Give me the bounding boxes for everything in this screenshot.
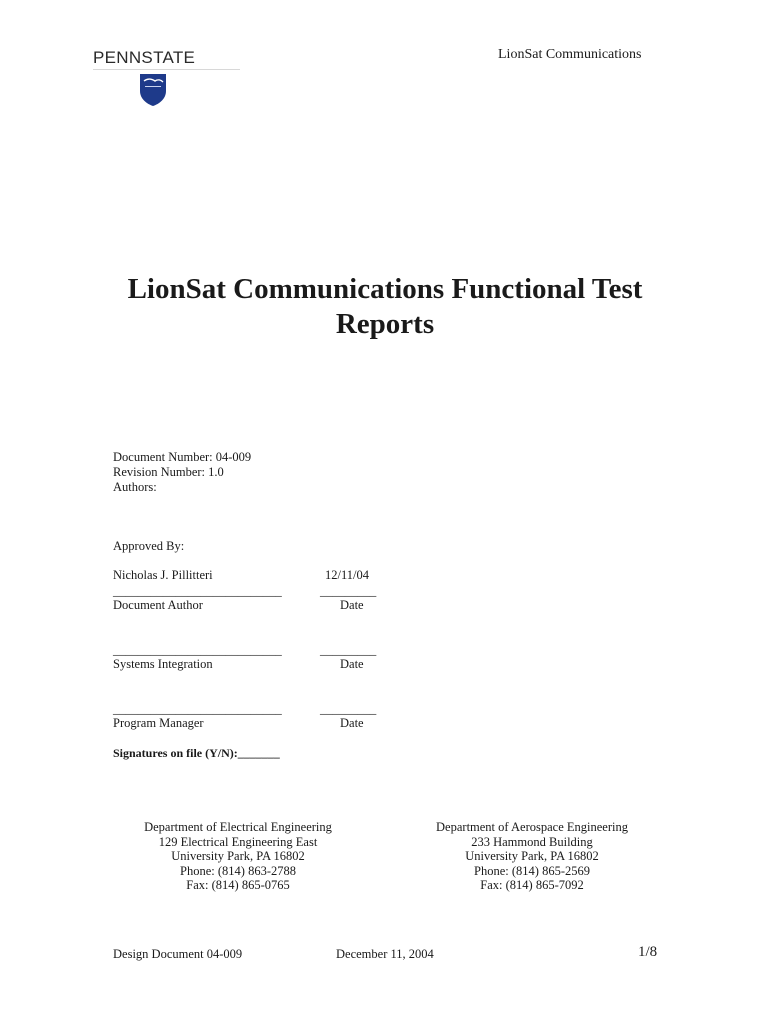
- logo-divider: [93, 69, 240, 70]
- approved-by-heading: Approved By:: [113, 539, 185, 553]
- footer-date: December 11, 2004: [336, 947, 434, 961]
- page-number: 1/8: [638, 944, 658, 960]
- signature-line: ___________________________: [113, 643, 282, 657]
- date-line: _________: [320, 643, 377, 657]
- address-line: 233 Hammond Building: [471, 834, 593, 849]
- address-line: 129 Electrical Engineering East: [158, 834, 318, 849]
- pennstate-logo-text: PENNSTATE: [93, 48, 196, 67]
- revision-number: Revision Number: 1.0: [113, 465, 224, 479]
- title-line: Reports: [335, 308, 435, 340]
- address-line: Phone: (814) 863-2788: [180, 863, 296, 878]
- authors-label: Authors:: [113, 480, 157, 494]
- address-line: Phone: (814) 865-2569: [474, 863, 590, 878]
- title-line: LionSat Communications Functional Test: [127, 273, 643, 305]
- signer-name: Nicholas J. Pillitteri: [113, 568, 213, 582]
- address-line: University Park, PA 16802: [171, 849, 305, 864]
- address-block-ae: [422, 820, 642, 893]
- address-line: Fax: (814) 865-7092: [480, 878, 584, 893]
- address-line: Department of Aerospace Engineering: [436, 820, 628, 834]
- footer-document-id: Design Document 04-009: [113, 947, 243, 961]
- header-title: LionSat Communications: [498, 47, 642, 62]
- address-line: Department of Electrical Engineering: [144, 820, 332, 834]
- date-line: _________: [320, 702, 377, 716]
- signature-line: ___________________________: [113, 584, 282, 598]
- date-label: Date: [340, 657, 364, 671]
- date-label: Date: [340, 598, 364, 612]
- role-label: Document Author: [113, 598, 203, 612]
- signatures-on-file: Signatures on file (Y/N):_______: [113, 746, 280, 760]
- address-line: Fax: (814) 865-0765: [186, 878, 290, 893]
- date-line: _________: [320, 584, 377, 598]
- penn-state-shield-icon: [139, 73, 167, 107]
- address-line: University Park, PA 16802: [465, 849, 599, 864]
- date-label: Date: [340, 716, 364, 730]
- address-block-ee: [128, 820, 348, 893]
- signature-line: ___________________________: [113, 702, 282, 716]
- role-label: Program Manager: [113, 716, 204, 730]
- signer-date: 12/11/04: [325, 568, 369, 582]
- document-title: [60, 272, 710, 342]
- role-label: Systems Integration: [113, 657, 213, 671]
- document-number: Document Number: 04-009: [113, 450, 252, 464]
